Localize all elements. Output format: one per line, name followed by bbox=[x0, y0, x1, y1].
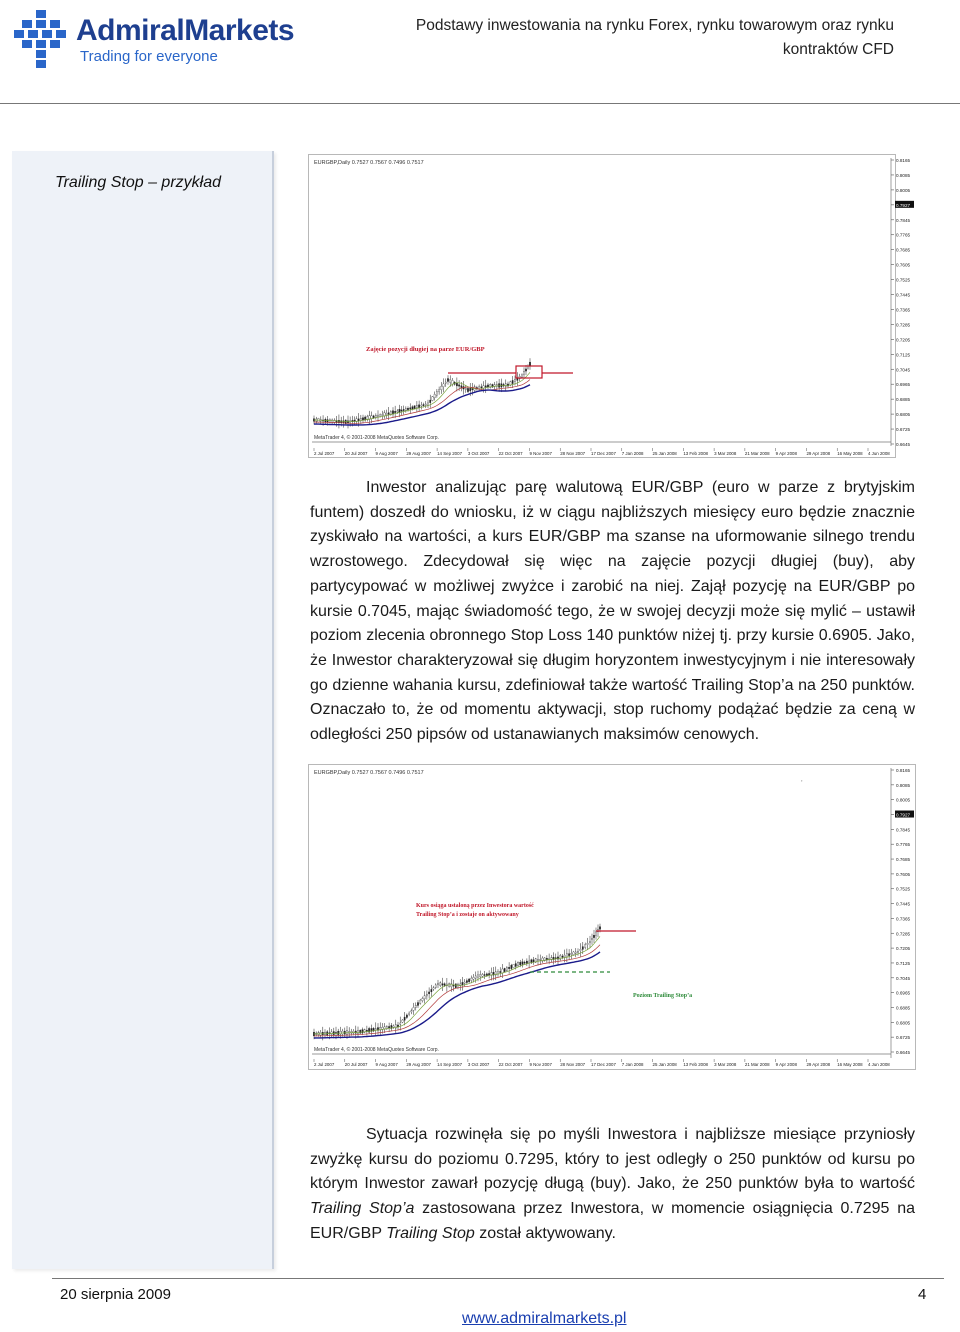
candle-body bbox=[500, 971, 501, 972]
candle-body bbox=[580, 949, 581, 951]
price-label: 0.7045 bbox=[896, 975, 911, 981]
document-title bbox=[354, 14, 894, 62]
price-label: 0.6965 bbox=[896, 990, 911, 996]
price-label: 0.7927 bbox=[896, 202, 911, 208]
candle-body bbox=[526, 961, 527, 963]
sidebar-box bbox=[12, 151, 274, 1269]
price-label: 0.8085 bbox=[896, 172, 911, 178]
candle-body bbox=[379, 414, 380, 416]
price-label: 0.8085 bbox=[896, 782, 911, 788]
price-label: 0.7525 bbox=[896, 886, 911, 892]
candle-body bbox=[422, 998, 423, 1000]
candle-body bbox=[450, 379, 451, 382]
chart-2-screenshot bbox=[308, 764, 916, 1070]
price-label: 0.6805 bbox=[896, 1020, 911, 1026]
candle-body bbox=[571, 953, 572, 954]
page-number: 4 bbox=[918, 1286, 927, 1303]
price-label: 0.6725 bbox=[896, 427, 911, 433]
candle-body bbox=[582, 947, 583, 950]
candle-body bbox=[377, 415, 378, 417]
candle-body bbox=[382, 414, 383, 415]
candle-body bbox=[358, 419, 359, 421]
candle-body bbox=[425, 404, 426, 405]
date-label: 3 Oct 2007 bbox=[467, 451, 490, 456]
date-label: 2 Jul 2007 bbox=[314, 1062, 335, 1067]
candle-body bbox=[521, 375, 522, 377]
price-label: 0.8005 bbox=[896, 187, 911, 193]
candle-body bbox=[405, 409, 406, 411]
price-label: 0.7765 bbox=[896, 842, 911, 848]
date-label: 16 May 2008 bbox=[837, 1062, 863, 1067]
price-label: 0.8165 bbox=[896, 768, 911, 773]
candle-body bbox=[485, 386, 486, 387]
price-label: 0.7765 bbox=[896, 232, 911, 238]
candle-body bbox=[515, 964, 516, 967]
candle-body bbox=[573, 952, 574, 955]
candle-body bbox=[443, 384, 444, 387]
candle-body bbox=[428, 992, 429, 994]
candle-body bbox=[435, 985, 436, 988]
candle-body bbox=[533, 960, 534, 962]
candle-body bbox=[360, 1030, 361, 1033]
candle-body bbox=[406, 1015, 407, 1018]
price-label: 0.7285 bbox=[896, 322, 911, 328]
candle-body bbox=[525, 369, 526, 371]
candle-body bbox=[413, 1007, 414, 1010]
candle-body bbox=[471, 978, 472, 981]
candle-body bbox=[529, 362, 530, 366]
candle-body bbox=[504, 968, 505, 971]
candle-body bbox=[423, 405, 424, 406]
date-label: 9 Nov 2007 bbox=[529, 451, 552, 456]
date-label: 20 Jul 2007 bbox=[344, 1062, 368, 1067]
document-title-line-1: Podstawy inwestowania na rynku Forex, rynku towarowym oraz rynku bbox=[415, 17, 894, 34]
candle-body bbox=[466, 981, 467, 983]
candle-body bbox=[455, 984, 456, 988]
candle-body bbox=[411, 1011, 412, 1012]
candle-body bbox=[524, 962, 525, 963]
candle-body bbox=[587, 943, 588, 944]
document-title-line-2: kontraktów CFD bbox=[782, 41, 894, 58]
date-label: 22 Oct 2007 bbox=[498, 451, 523, 456]
candle-body bbox=[327, 420, 328, 422]
candle-body bbox=[397, 411, 398, 412]
candle-body bbox=[599, 927, 600, 930]
section-title bbox=[55, 174, 221, 192]
price-label: 0.7125 bbox=[896, 960, 911, 966]
chart-2-annotation-line-1: Kurs osiąga ustaloną przez Inwestora wartość bbox=[416, 903, 534, 909]
candle-body bbox=[568, 954, 569, 956]
candle-body bbox=[575, 952, 576, 953]
date-label: 21 Mar 2008 bbox=[744, 451, 770, 456]
price-label: 0.7685 bbox=[896, 247, 911, 253]
candle-body bbox=[400, 1023, 401, 1024]
candle-body bbox=[502, 969, 503, 973]
candle-body bbox=[436, 391, 437, 395]
price-label: 0.7845 bbox=[896, 217, 911, 223]
candle-body bbox=[441, 386, 442, 390]
candle-body bbox=[481, 387, 482, 388]
date-label: 16 May 2008 bbox=[837, 451, 863, 456]
paragraph-2-part-2: zastosowana przez Inwestora, w momencie osiągnięcia 0.7295 na EUR/GBP bbox=[310, 1200, 915, 1242]
candle-body bbox=[457, 984, 458, 988]
candle-body bbox=[426, 994, 427, 996]
candle-body bbox=[430, 400, 431, 403]
candle-body bbox=[475, 976, 476, 978]
candle-body bbox=[537, 959, 538, 961]
candle-body bbox=[437, 983, 438, 985]
candle-body bbox=[522, 962, 523, 965]
candle-body bbox=[486, 974, 487, 976]
candle-body bbox=[487, 385, 488, 387]
candle-body bbox=[434, 394, 435, 398]
date-label: 14 Sep 2007 bbox=[437, 451, 463, 456]
section-title-rest: – przykład bbox=[143, 174, 222, 191]
candle-body bbox=[458, 385, 459, 387]
candle-body bbox=[366, 1030, 367, 1031]
date-label: 9 Aug 2007 bbox=[375, 1062, 398, 1067]
price-label: 0.8005 bbox=[896, 797, 911, 803]
candle-body bbox=[427, 403, 428, 405]
candle-body bbox=[512, 380, 513, 383]
candle-body bbox=[577, 951, 578, 953]
candle-body bbox=[403, 409, 404, 410]
date-label: 4 Jun 2008 bbox=[868, 1062, 890, 1067]
chart-1-screenshot bbox=[308, 154, 911, 458]
candle-body bbox=[462, 982, 463, 985]
header-divider bbox=[0, 103, 960, 104]
date-label: 29 Aug 2007 bbox=[406, 451, 432, 456]
footer-divider bbox=[52, 1278, 944, 1279]
price-label: 0.6645 bbox=[896, 1050, 911, 1055]
chart-2-annotation-line-2: Trailing Stop’a i zostaje on aktywowany bbox=[416, 912, 519, 918]
candle-body bbox=[517, 962, 518, 965]
footer-date: 20 sierpnia 2009 bbox=[60, 1286, 171, 1303]
price-label: 0.6965 bbox=[896, 382, 911, 388]
candle-body bbox=[452, 380, 453, 384]
candle-body bbox=[438, 389, 439, 391]
candle-body bbox=[585, 944, 586, 947]
candle-body bbox=[511, 965, 512, 968]
candle-body bbox=[589, 941, 590, 942]
candle-body bbox=[540, 959, 541, 960]
candle-body bbox=[470, 388, 471, 391]
candle-body bbox=[401, 410, 402, 411]
price-label: 0.8165 bbox=[896, 158, 911, 163]
date-label: 14 Sep 2007 bbox=[437, 1062, 463, 1067]
price-label: 0.7045 bbox=[896, 367, 911, 373]
date-label: 29 Aug 2007 bbox=[406, 1062, 432, 1067]
candle-body bbox=[562, 956, 563, 957]
candle-body bbox=[420, 1000, 421, 1004]
candle-body bbox=[421, 405, 422, 406]
chart-2-trailing-stop-label: Poziom Trailing Stop’a bbox=[633, 993, 693, 999]
candle-body bbox=[484, 974, 485, 975]
candle-body bbox=[564, 955, 565, 957]
candle-body bbox=[412, 407, 413, 409]
candle-body bbox=[514, 380, 515, 381]
date-label: 3 Mar 2008 bbox=[714, 451, 737, 456]
candle-body bbox=[477, 975, 478, 977]
paragraph-2-part-1: Sytuacja rozwinęła się po myśli Inwestora i najbliższe miesiące przyniosły zwyżkę kursu do poziomu 0.7295, który to jest odległy o 250 punktów od kursu po którym Inwestor zawarł pozycję długą (buy). Jako, że 250 punktów była to wartość bbox=[310, 1126, 915, 1193]
candle-body bbox=[440, 983, 441, 986]
candle-body bbox=[591, 939, 592, 940]
date-label: 29 Apr 2008 bbox=[806, 1062, 831, 1067]
logo-tagline: Trading for everyone bbox=[80, 48, 218, 65]
logo-mark-icon bbox=[14, 8, 74, 70]
candle-body bbox=[417, 1003, 418, 1006]
date-label: 22 Oct 2007 bbox=[498, 1062, 523, 1067]
admiral-markets-logo bbox=[14, 8, 295, 70]
candle-body bbox=[482, 974, 483, 976]
chart-1-header: EURGBP,Daily 0.7527 0.7567 0.7496 0.7517 bbox=[314, 160, 424, 166]
candle-body bbox=[402, 1020, 403, 1022]
date-label: 28 Nov 2007 bbox=[560, 451, 586, 456]
candle-body bbox=[456, 383, 457, 386]
candle-body bbox=[404, 1017, 405, 1020]
date-label: 28 Nov 2007 bbox=[560, 1062, 586, 1067]
candle-body bbox=[394, 411, 395, 413]
candle-body bbox=[520, 962, 521, 965]
candle-body bbox=[444, 984, 445, 986]
candle-body bbox=[360, 418, 361, 420]
price-label: 0.7927 bbox=[896, 812, 911, 818]
candle-body bbox=[593, 935, 594, 937]
section-title-italic: Trailing Stop bbox=[55, 174, 144, 191]
candle-body bbox=[447, 379, 448, 382]
date-label: 4 Jun 2008 bbox=[868, 451, 890, 456]
candle-body bbox=[418, 405, 419, 408]
footer-website-link[interactable]: www.admiralmarkets.pl bbox=[462, 1310, 627, 1327]
date-label: 17 Dec 2007 bbox=[591, 451, 616, 456]
candle-body bbox=[508, 967, 509, 969]
date-label: 9 Aug 2007 bbox=[375, 451, 398, 456]
candle-body bbox=[464, 982, 465, 983]
chart-1-annotation: Zajęcie pozycji długiej na parze EUR/GBP bbox=[366, 346, 485, 353]
paragraph-1 bbox=[310, 476, 915, 748]
candle-body bbox=[595, 932, 596, 935]
candle-body bbox=[386, 413, 387, 414]
logo-brand: AdmiralMarkets bbox=[76, 14, 295, 47]
price-label: 0.6725 bbox=[896, 1035, 911, 1041]
candle-body bbox=[362, 418, 363, 420]
candle-body bbox=[513, 964, 514, 967]
price-label: 0.7445 bbox=[896, 901, 911, 907]
date-label: 9 Nov 2007 bbox=[529, 1062, 552, 1067]
candle-body bbox=[528, 961, 529, 963]
candle-body bbox=[393, 1026, 394, 1027]
candle-body bbox=[451, 984, 452, 987]
paragraph-2-italic-1: Trailing Stop’a bbox=[310, 1200, 415, 1218]
paragraph-1-text: Inwestor analizując parę walutową EUR/GBP (euro w parze z brytyjskim funtem) doszedł do wniosku, iż w ciągu najbliższych miesięcy euro będzie znacznie zyskiwało na wartości, a kurs EUR/GBP ma szanse na uformowanie silnego trendu wzrostowego. Zdecydował się więc na zajęcie pozycji długiej (buy), aby partycypować w możliwej zwyżce i zarobić na niej. Zajął pozycję na EUR/GBP po kursie 0.7045, mając świadomość tego, że w swojej decyzji może się mylić – ustawił poziom zlecenia obronnego Stop Loss 140 punktów niżej tj. przy kursie 0.6905. Jako, że Inwestor charakteryzował się długim horyzontem inwestycyjnym i nie interesowały go dzienne wahania kursu, zdefiniował także wartość Trailing Stop’a na 250 punktów. Oznaczało to, że od momentu aktywacji, stop ruchomy podążać będzie za ceną w odległości 250 pipsów od ustanawianych maksimów cenowych. bbox=[310, 479, 915, 744]
date-label: 20 Jul 2007 bbox=[344, 451, 368, 456]
paragraph-2-part-3: został aktywowany. bbox=[474, 1224, 616, 1242]
candle-body bbox=[414, 406, 415, 409]
chart-2-footer: MetaTrader 4, © 2001-2008 MetaQuotes Software Corp. bbox=[314, 1047, 439, 1053]
candle-body bbox=[388, 413, 389, 415]
candle-body bbox=[473, 977, 474, 979]
price-label: 0.7525 bbox=[896, 277, 911, 283]
price-label: 0.7605 bbox=[896, 871, 911, 877]
candle-body bbox=[465, 388, 466, 390]
price-label: 0.7445 bbox=[896, 292, 911, 298]
date-label: 3 Mar 2008 bbox=[714, 1062, 737, 1067]
price-label: 0.7365 bbox=[896, 307, 911, 313]
date-label: 17 Dec 2007 bbox=[591, 1062, 616, 1067]
candle-body bbox=[408, 1013, 409, 1014]
date-label: 13 Feb 2008 bbox=[683, 1062, 709, 1067]
candle-body bbox=[442, 984, 443, 986]
price-label: 0.7845 bbox=[896, 827, 911, 833]
candle-body bbox=[506, 968, 507, 971]
date-label: 7 Jan 2008 bbox=[621, 1062, 644, 1067]
price-label: 0.7365 bbox=[896, 916, 911, 922]
candle-body bbox=[362, 1030, 363, 1033]
candle-body bbox=[407, 408, 408, 409]
date-label: 9 Apr 2008 bbox=[775, 1062, 797, 1067]
candle-body bbox=[523, 372, 524, 375]
candle-body bbox=[445, 382, 446, 383]
candle-body bbox=[373, 416, 374, 418]
candle-body bbox=[416, 406, 417, 408]
paragraph-2-italic-2: Trailing Stop bbox=[386, 1224, 475, 1242]
candle-body bbox=[483, 386, 484, 388]
date-label: 2 Jul 2007 bbox=[314, 451, 335, 456]
candle-body bbox=[468, 979, 469, 982]
candle-body bbox=[467, 388, 468, 391]
date-label: 25 Jan 2008 bbox=[652, 451, 677, 456]
price-label: 0.6805 bbox=[896, 412, 911, 418]
date-label: 3 Oct 2007 bbox=[467, 1062, 490, 1067]
date-label: 13 Feb 2008 bbox=[683, 451, 709, 456]
chart-2-mark: , bbox=[801, 777, 803, 783]
candle-body bbox=[375, 415, 376, 417]
candle-body bbox=[415, 1005, 416, 1007]
date-label: 29 Apr 2008 bbox=[806, 451, 831, 456]
price-label: 0.6885 bbox=[896, 397, 911, 403]
date-label: 9 Apr 2008 bbox=[775, 451, 797, 456]
candle-body bbox=[334, 420, 335, 422]
paragraph-2 bbox=[310, 1123, 915, 1247]
date-label: 21 Mar 2008 bbox=[744, 1062, 770, 1067]
price-label: 0.7205 bbox=[896, 337, 911, 343]
date-label: 7 Jan 2008 bbox=[621, 451, 644, 456]
price-label: 0.6645 bbox=[896, 442, 911, 447]
chart-1-footer: MetaTrader 4, © 2001-2008 MetaQuotes Software Corp. bbox=[314, 435, 439, 441]
candle-body bbox=[433, 988, 434, 989]
candle-body bbox=[431, 989, 432, 991]
candle-body bbox=[480, 974, 481, 977]
date-label: 25 Jan 2008 bbox=[652, 1062, 677, 1067]
price-label: 0.7285 bbox=[896, 931, 911, 937]
price-label: 0.7605 bbox=[896, 262, 911, 268]
candle-body bbox=[461, 386, 462, 388]
candle-body bbox=[424, 996, 425, 999]
candle-body bbox=[375, 1029, 376, 1030]
price-label: 0.7685 bbox=[896, 857, 911, 863]
chart-2-header: EURGBP,Daily 0.7527 0.7567 0.7496 0.7517 bbox=[314, 770, 424, 776]
candle-body bbox=[410, 408, 411, 409]
candle-body bbox=[432, 397, 433, 401]
price-label: 0.6885 bbox=[896, 1005, 911, 1011]
price-label: 0.7205 bbox=[896, 946, 911, 952]
price-label: 0.7125 bbox=[896, 352, 911, 358]
